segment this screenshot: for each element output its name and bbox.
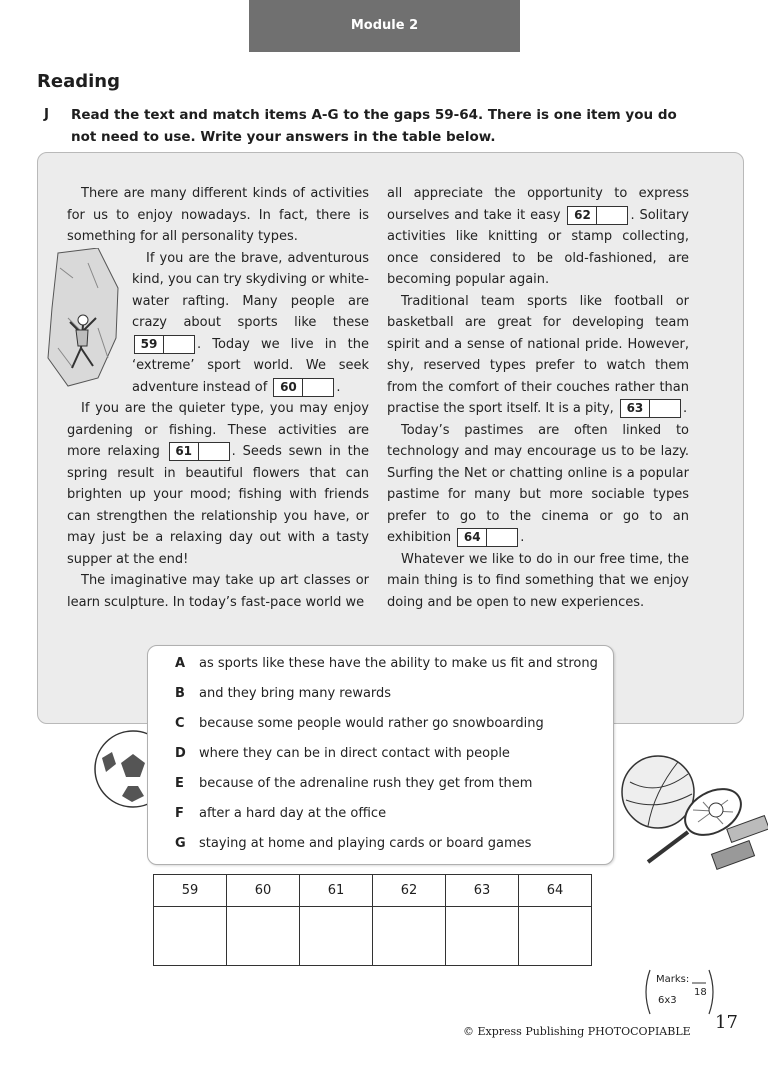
option-g[interactable]: G staying at home and playing cards or board games xyxy=(175,836,532,851)
text-column-left xyxy=(67,183,369,613)
task-instructions: Read the text and match items A-G to the gaps 59-64. There is one item you do not need to use. Write your answers in the table below. xyxy=(71,107,677,145)
paragraph-text: Today we live in the ‘extreme’ sport world. We seek adventure instead of xyxy=(132,336,369,395)
paragraph-text: Whatever we like to do in our free time, the main thing is to find something that we enjoy doing and be open to new experiences. xyxy=(387,551,689,610)
paragraph: If you are the brave, adventurous kind, you can try skydiving or white-water rafting. Many people are crazy about sports like these 59 . Today we live in the ‘extreme’ sport world. We seek adventure instead of 60 . xyxy=(132,250,369,395)
answer-table xyxy=(153,874,592,966)
page-number: 17 xyxy=(715,1012,738,1033)
marks-multiplier: 6x3 xyxy=(658,995,677,1006)
gap-62[interactable]: 62 xyxy=(567,206,628,225)
paragraph xyxy=(387,549,689,614)
paragraph-text: Traditional team sports like football or basketball are great for developing team spirit and a sense of national pride. However, shy, reserved types prefer to watch them from the comfort of their couches rather than practise the sport itself. It is a pity, xyxy=(387,293,689,416)
option-f[interactable]: F after a hard day at the office xyxy=(175,806,387,821)
marks-box xyxy=(642,968,717,1016)
paragraph-text: all appreciate the opportunity to express ourselves and take it easy xyxy=(387,186,689,223)
option-b[interactable]: B and they bring many rewards xyxy=(175,686,392,701)
gap-64[interactable]: 64 xyxy=(457,528,518,547)
paragraph: Traditional team sports like football or basketball are great for developing team spirit and a sense of national pride. However, shy, reserved types prefer to watch them from the comfort of their couches rather than practise the sport itself. It is a pity, 63 . xyxy=(387,293,689,416)
climber-illustration xyxy=(38,248,124,388)
paragraph-text: There are many different kinds of activities for us to enjoy nowadays. In fact, there is something for all personality types. xyxy=(67,186,369,244)
gap-60[interactable]: 60 xyxy=(273,378,334,397)
option-d[interactable]: D where they can be in direct contact with people xyxy=(175,746,510,761)
module-header: Module 2 xyxy=(249,0,520,52)
answer-header: 64 xyxy=(519,875,592,907)
reading-text-panel xyxy=(37,152,744,724)
copyright-footer: © Express Publishing PHOTOCOPIABLE xyxy=(463,1025,691,1038)
text-column-right xyxy=(387,183,689,613)
answer-table-row xyxy=(154,907,592,966)
answer-header: 63 xyxy=(446,875,519,907)
answer-header: 60 xyxy=(227,875,300,907)
paragraph-text: Today’s pastimes are often linked to technology and may encourage us to be lazy. Surfing the Net or chatting online is a popular pastime for many but more sociable types prefer to go to the cinema or go to an exhibition xyxy=(387,422,689,545)
paragraph-text: Seeds sewn in the spring result in beautiful flowers that can brighten up your mood; fishing with friends can strengthen the relationship you have, or may just be a relaxing day out with a tasty supper at the end! xyxy=(67,444,370,567)
paragraph-text: If you are the brave, adventurous kind, you can try skydiving or white-water rafting. Many people are crazy about sports like these xyxy=(132,250,369,330)
gap-61[interactable]: 61 xyxy=(169,442,230,461)
answer-cell-64[interactable] xyxy=(519,907,592,966)
task-letter: J xyxy=(44,106,50,122)
answer-header: 61 xyxy=(300,875,373,907)
paragraph: all appreciate the opportunity to express ourselves and take it easy 62 . Solitary activities like knitting or stamp collecting, once considered to be old-fashioned, are becoming popular again. xyxy=(387,186,689,287)
section-title: Reading xyxy=(37,71,120,92)
gap-63[interactable]: 63 xyxy=(620,399,681,418)
marks-label: Marks: xyxy=(656,974,690,985)
sports-equipment-icon xyxy=(618,752,768,880)
option-a[interactable]: A as sports like these have the ability to make us fit and strong xyxy=(175,656,598,671)
answer-header: 62 xyxy=(373,875,446,907)
option-c[interactable]: C because some people would rather go snowboarding xyxy=(175,716,544,731)
paragraph: Today’s pastimes are often linked to technology and may encourage us to be lazy. Surfing the Net or chatting online is a popular pastime for many but more sociable types prefer to go to the cinema or go to an exhibition 64 . xyxy=(387,422,689,545)
answer-cell-60[interactable] xyxy=(227,907,300,966)
answer-cell-62[interactable] xyxy=(373,907,446,966)
paragraph xyxy=(67,570,369,613)
paragraph-text: If you are the quieter type, you may enjoy gardening or fishing. These activities are more relaxing xyxy=(67,401,369,459)
answer-cell-59[interactable] xyxy=(154,907,227,966)
option-e[interactable]: E because of the adrenaline rush they get from them xyxy=(175,776,533,791)
answer-header: 59 xyxy=(154,875,227,907)
answer-table-header-row xyxy=(154,875,592,907)
paragraph xyxy=(67,183,369,248)
gap-59[interactable]: 59 xyxy=(134,335,195,354)
paragraph: If you are the quieter type, you may enjoy gardening or fishing. These activities are more relaxing 61 . Seeds sewn in the spring result in beautiful flowers that can brighten up your mood; fishing with friends can strengthen the relationship you have, or may just be a relaxing day out with a tasty supper at the end! xyxy=(67,401,370,567)
answer-cell-61[interactable] xyxy=(300,907,373,966)
options-box xyxy=(147,645,614,865)
answer-cell-63[interactable] xyxy=(446,907,519,966)
paragraph-text: The imaginative may take up art classes or learn sculpture. In today’s fast-pace world we xyxy=(67,573,369,610)
marks-total: 18 xyxy=(694,987,707,998)
paragraph-text: Solitary activities like knitting or stamp collecting, once considered to be old-fashioned, are becoming popular again. xyxy=(387,207,689,287)
